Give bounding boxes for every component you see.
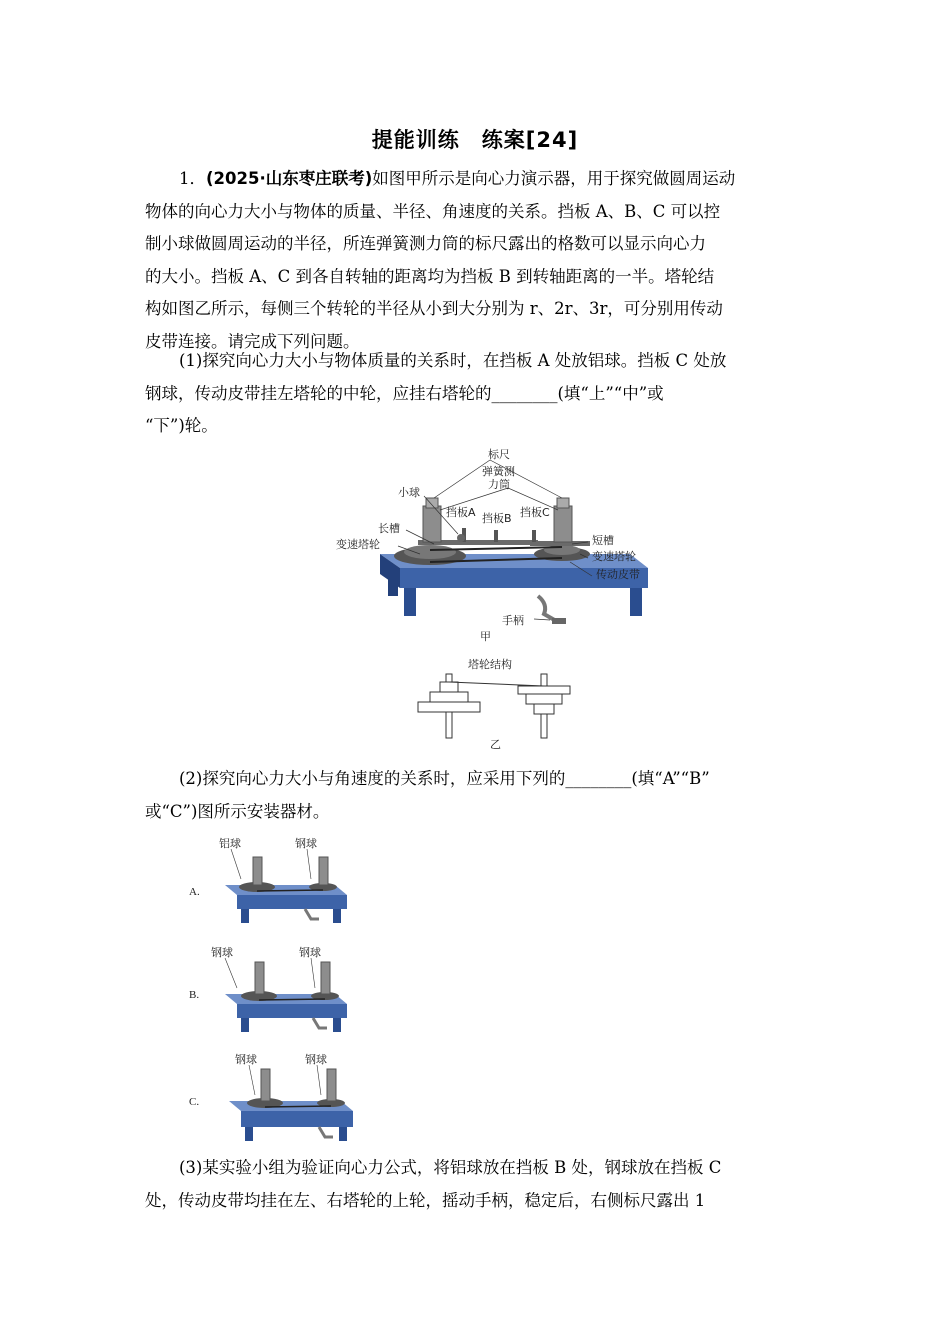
left-spring-cylinder <box>423 506 441 542</box>
stem-line-1: 1．(2025·山东枣庄联考)如图甲所示是向心力演示器，用于探究做圆周运动 <box>179 169 736 188</box>
option-c-right-ball: 钢球 <box>305 1053 327 1066</box>
label-pulley-right: 变速塔轮 <box>592 550 636 563</box>
option-b-right-ball: 钢球 <box>299 946 321 959</box>
label-long-groove: 长槽 <box>378 522 400 535</box>
label-baffle-c: 挡板C <box>520 506 550 519</box>
option-c-figure <box>185 1045 370 1145</box>
part2-line-2: 或“C”)图所示安装器材。 <box>145 801 330 821</box>
part1-line-3: “下”)轮。 <box>145 416 218 435</box>
stem-line-4: 的大小。挡板 A、C 到各自转轴的距离均为挡板 B 到转轴距离的一半。塔轮结 <box>145 266 715 286</box>
question-1-stem <box>145 163 807 358</box>
figure-yi-title: 塔轮结构 <box>468 658 512 671</box>
question-1-part-2 <box>145 763 807 828</box>
stem-line-3: 制小球做圆周运动的半径，所连弹簧测力筒的标尺露出的格数可以显示向心力 <box>145 234 706 253</box>
ball <box>457 534 465 542</box>
label-spring-2: 力筒 <box>488 478 510 491</box>
question-source: (2025·山东枣庄联考) <box>206 169 373 188</box>
option-a-right-ball: 钢球 <box>295 837 317 850</box>
figure-jia-centripetal-apparatus <box>330 446 660 646</box>
label-short-groove: 短槽 <box>592 534 614 547</box>
option-b-left-ball: 钢球 <box>211 946 233 959</box>
figure-yi-pulley-structure <box>410 656 580 752</box>
label-belt: 传动皮带 <box>596 568 640 581</box>
label-spring-1: 弹簧测 <box>482 465 515 478</box>
caption-yi: 乙 <box>490 738 501 751</box>
part2-line-1: (2)探究向心力大小与角速度的关系时，应采用下列的________(填“A”“B” <box>179 769 710 788</box>
label-baffle-a: 挡板A <box>446 506 476 519</box>
part3-line-1: (3)某实验小组为验证向心力公式，将铝球放在挡板 B 处，钢球放在挡板 C <box>179 1158 722 1177</box>
question-1-part-3 <box>145 1152 807 1217</box>
part1-line-1: (1)探究向心力大小与物体质量的关系时，在挡板 A 处放铝球。挡板 C 处放 <box>179 351 727 370</box>
caption-jia: 甲 <box>480 630 491 643</box>
label-pulley-left: 变速塔轮 <box>336 538 380 551</box>
label-ball: 小球 <box>398 486 420 499</box>
stem-line-5: 构如图乙所示，每侧三个转轮的半径从小到大分别为 r、2r、3r，可分别用传动 <box>145 299 723 318</box>
stem-line-6: 皮带连接。请完成下列问题。 <box>145 331 360 351</box>
option-a-letter: A. <box>189 886 200 898</box>
option-c-letter: C. <box>189 1096 200 1108</box>
label-baffle-b: 挡板B <box>482 512 512 525</box>
part3-line-2: 处，传动皮带均挂在左、右塔轮的上轮，摇动手柄，稳定后，右侧标尺露出 1 <box>145 1190 706 1210</box>
part1-line-2: 钢球，传动皮带挂左塔轮的中轮，应挂右塔轮的________(填“上”“中”或 <box>145 383 664 403</box>
stem-line-2: 物体的向心力大小与物体的质量、半径、角速度的关系。挡板 A、B、C 可以控 <box>145 201 721 221</box>
option-b-figure <box>185 940 365 1035</box>
page-title: 提能训练 练案[24] <box>371 128 579 152</box>
right-spring-cylinder <box>554 506 572 542</box>
option-c-left-ball: 钢球 <box>235 1053 257 1066</box>
label-handle: 手柄 <box>502 614 524 627</box>
question-1-part-1 <box>145 345 807 443</box>
option-b-letter: B. <box>189 989 200 1001</box>
label-ruler: 标尺 <box>488 448 510 461</box>
option-a-figure <box>185 835 365 925</box>
option-a-left-ball: 铝球 <box>219 837 241 850</box>
